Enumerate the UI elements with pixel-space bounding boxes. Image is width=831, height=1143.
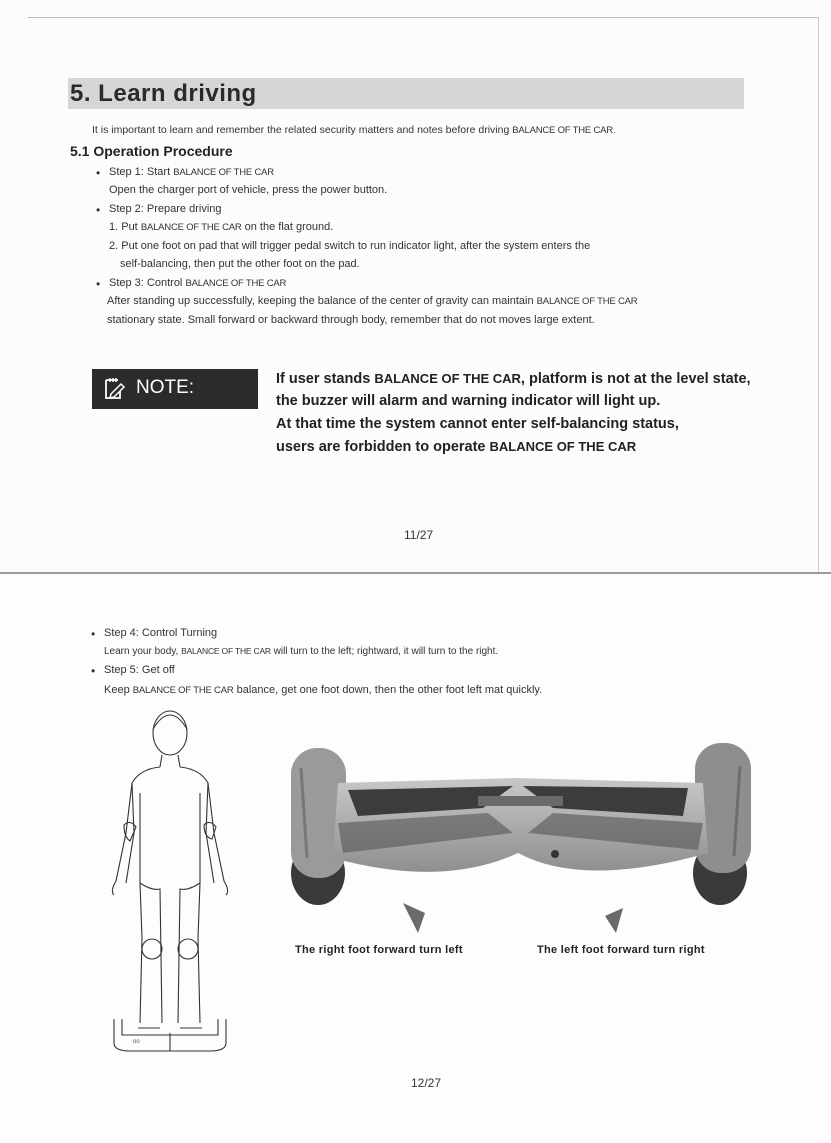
step3-caps: BALANCE OF THE CAR: [185, 278, 287, 289]
caption-turn-left: The right foot forward turn left: [295, 944, 463, 956]
note-line-3: At that time the system cannot enter self-balancing status,: [276, 416, 679, 432]
intro-caps: BALANCE OF THE CAR.: [512, 125, 616, 136]
step3-line1: [107, 295, 637, 307]
step4-caps: BALANCE OF THE CAR: [181, 646, 271, 656]
note-line1-caps: BALANCE OF THE CAR: [374, 371, 521, 386]
step4-a: Learn your body,: [104, 646, 179, 657]
note-label: NOTE:: [136, 377, 195, 398]
section-title: 5. Learn driving: [70, 80, 257, 107]
note-line1-b: , platform is not at the level state,: [520, 371, 751, 387]
note-line4-caps: BALANCE OF THE CAR: [489, 439, 637, 454]
rider-standing-illustration: [100, 703, 240, 1058]
step5-desc: [104, 684, 542, 696]
step3-line1-caps: BALANCE OF THE CAR: [536, 296, 638, 307]
step2-item2-line1: 2. Put one foot on pad that will trigger pedal switch to run indicator light, after the system enters the: [109, 240, 591, 252]
step2-title: • Step 2: Prepare driving: [109, 203, 222, 215]
step1-caps: BALANCE OF THE CAR: [173, 167, 274, 178]
page-number-12: 12/27: [411, 1076, 442, 1090]
step1-title-text: Step 1: Start: [109, 166, 171, 178]
note-line-1: [276, 371, 751, 387]
note-line1-a: If user stands: [276, 371, 371, 387]
page-right-rule: [818, 17, 819, 572]
step1-desc: Open the charger port of vehicle, press the power button.: [109, 184, 388, 196]
step2-item2-line2: self-balancing, then put the other foot on the pad.: [120, 258, 360, 270]
step5-title: • Step 5: Get off: [104, 664, 175, 676]
step3-line2: stationary state. Small forward or backward through body, remember that do not moves large extent.: [107, 314, 595, 326]
step2-item1-a: 1. Put: [109, 221, 138, 233]
note-pencil-icon: [104, 377, 126, 401]
subheading-operation-procedure: 5.1 Operation Procedure: [70, 143, 233, 159]
step3-line1-text: After standing up successfully, keeping the balance of the center of gravity can maintain: [107, 295, 534, 307]
step2-item1-caps: BALANCE OF THE CAR: [140, 222, 242, 233]
page-top-rule: [28, 17, 818, 18]
note-line4-a: users are forbidden to operate: [276, 439, 486, 455]
step3-title: [109, 277, 286, 289]
intro-text: [92, 124, 615, 136]
note-box: [92, 369, 258, 409]
step4-desc: [104, 646, 498, 657]
step2-item1: [109, 221, 333, 233]
note-line-4: [276, 439, 636, 455]
step4-b: will turn to the left; rightward, it will turn to the right.: [273, 646, 499, 657]
page-divider: [0, 572, 831, 574]
step5-b: balance, get one foot down, then the other foot left mat quickly.: [236, 684, 543, 696]
intro-text-body: It is important to learn and remember the related security matters and notes before driving: [92, 124, 510, 136]
note-line-2: the buzzer will alarm and warning indicator will light up.: [276, 393, 661, 409]
page-number-11: 11/27: [404, 528, 434, 542]
caption-turn-right: The left foot forward turn right: [537, 944, 705, 956]
step2-item1-b: on the flat ground.: [244, 221, 334, 233]
step3-title-text: Step 3: Control: [109, 277, 183, 289]
hoverboard-illustration: [283, 738, 758, 938]
step5-caps: BALANCE OF THE CAR: [132, 685, 234, 696]
step4-title: • Step 4: Control Turning: [104, 627, 217, 639]
step1-title: [109, 166, 274, 178]
step5-a: Keep: [104, 684, 130, 696]
svg-text:oo: oo: [133, 1039, 140, 1045]
